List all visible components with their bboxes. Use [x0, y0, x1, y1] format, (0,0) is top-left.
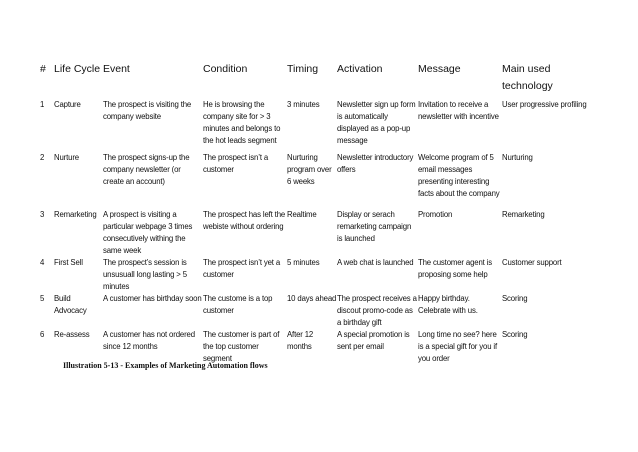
figure-caption: Illustration 5-13 - Examples of Marketing Automation flows	[63, 361, 268, 370]
table-row	[40, 152, 602, 209]
cell-condition: The prospect has left the webiste without ordering	[203, 210, 286, 231]
cell-event: The prospect’s session is unsusuall long lasting > 5 minutes	[103, 258, 187, 291]
cell-activation: The prospect receives a discout promo-code as a birthday gift	[337, 294, 417, 327]
header-condition: Condition	[203, 63, 248, 75]
cell-number: 3	[40, 210, 45, 219]
cell-activation: Newsletter sign up form is automatically displayed as a pop-up message	[337, 100, 416, 145]
cell-condition: He is browsing the company site for > 3 minutes and belongs to the hot leads segment	[203, 100, 281, 145]
cell-life-cycle: Capture	[54, 100, 81, 109]
cell-activation: A special promotion is sent per email	[337, 330, 410, 351]
cell-message: The customer agent is proposing some help	[418, 258, 492, 279]
cell-number: 5	[40, 294, 45, 303]
header-life-cycle: Life Cycle	[54, 63, 101, 75]
table-row	[40, 257, 602, 293]
cell-technology: Customer support	[502, 258, 562, 267]
cell-activation: Newsletter introductory offers	[337, 153, 414, 174]
cell-number: 6	[40, 330, 45, 339]
cell-technology: Scoring	[502, 330, 528, 339]
cell-message: Happy birthday. Celebrate with us.	[418, 294, 478, 315]
header-event: Event	[103, 63, 130, 75]
table-row	[40, 329, 602, 365]
cell-event: A prospect is visiting a particular webpage 3 times consecutively withing the same week	[103, 210, 193, 255]
cell-activation: Display or serach remarketing campaign is launched	[337, 210, 412, 243]
cell-number: 4	[40, 258, 45, 267]
cell-event: A customer has birthday soon	[103, 294, 202, 303]
marketing-automation-table	[40, 61, 602, 365]
cell-timing: 3 minutes	[287, 100, 320, 109]
cell-life-cycle: Remarketing	[54, 210, 97, 219]
cell-activation: A web chat is launched	[337, 258, 414, 267]
cell-condition: The customer is part of the top customer segment	[203, 330, 280, 363]
header-timing: Timing	[287, 63, 319, 75]
cell-condition: The custome is a top customer	[203, 294, 273, 315]
table-header-row	[40, 61, 602, 99]
header-activation: Activation	[337, 63, 383, 75]
cell-timing: 5 minutes	[287, 258, 320, 267]
cell-timing: After 12 months	[287, 330, 314, 351]
cell-condition: The prospect isn’t a customer	[203, 153, 269, 174]
header-message: Message	[418, 63, 461, 75]
cell-technology: User progressive profiling	[502, 100, 587, 109]
cell-message: Welcome program of 5 email messages presenting interesting facts about the company	[418, 153, 500, 198]
cell-life-cycle: Re-assess	[54, 330, 90, 339]
cell-technology: Scoring	[502, 294, 528, 303]
cell-life-cycle: First Sell	[54, 258, 83, 267]
cell-technology: Remarketing	[502, 210, 545, 219]
table-row	[40, 209, 602, 257]
cell-timing: Nurturing program over 6 weeks	[287, 153, 332, 186]
cell-event: A customer has not ordered since 12 months	[103, 330, 195, 351]
header-number: #	[40, 63, 46, 75]
cell-technology: Nurturing	[502, 153, 533, 162]
cell-timing: Realtime	[287, 210, 317, 219]
cell-life-cycle: Build Advocacy	[54, 294, 87, 315]
table-row	[40, 293, 602, 329]
cell-timing: 10 days ahead	[287, 294, 337, 303]
table-row	[40, 99, 602, 152]
header-main-used-technology: Main used technology	[502, 63, 553, 92]
cell-number: 1	[40, 100, 45, 109]
cell-life-cycle: Nurture	[54, 153, 79, 162]
cell-number: 2	[40, 153, 45, 162]
cell-event: The prospect signs-up the company newsletter (or create an account)	[103, 153, 190, 186]
cell-condition: The prospect isn’t yet a customer	[203, 258, 281, 279]
cell-event: The prospect is visiting the company website	[103, 100, 192, 121]
cell-message: Invitation to receive a newsletter with incentive	[418, 100, 499, 121]
cell-message: Long time no see? here is a special gift for you if you order	[418, 330, 498, 363]
cell-message: Promotion	[418, 210, 453, 219]
